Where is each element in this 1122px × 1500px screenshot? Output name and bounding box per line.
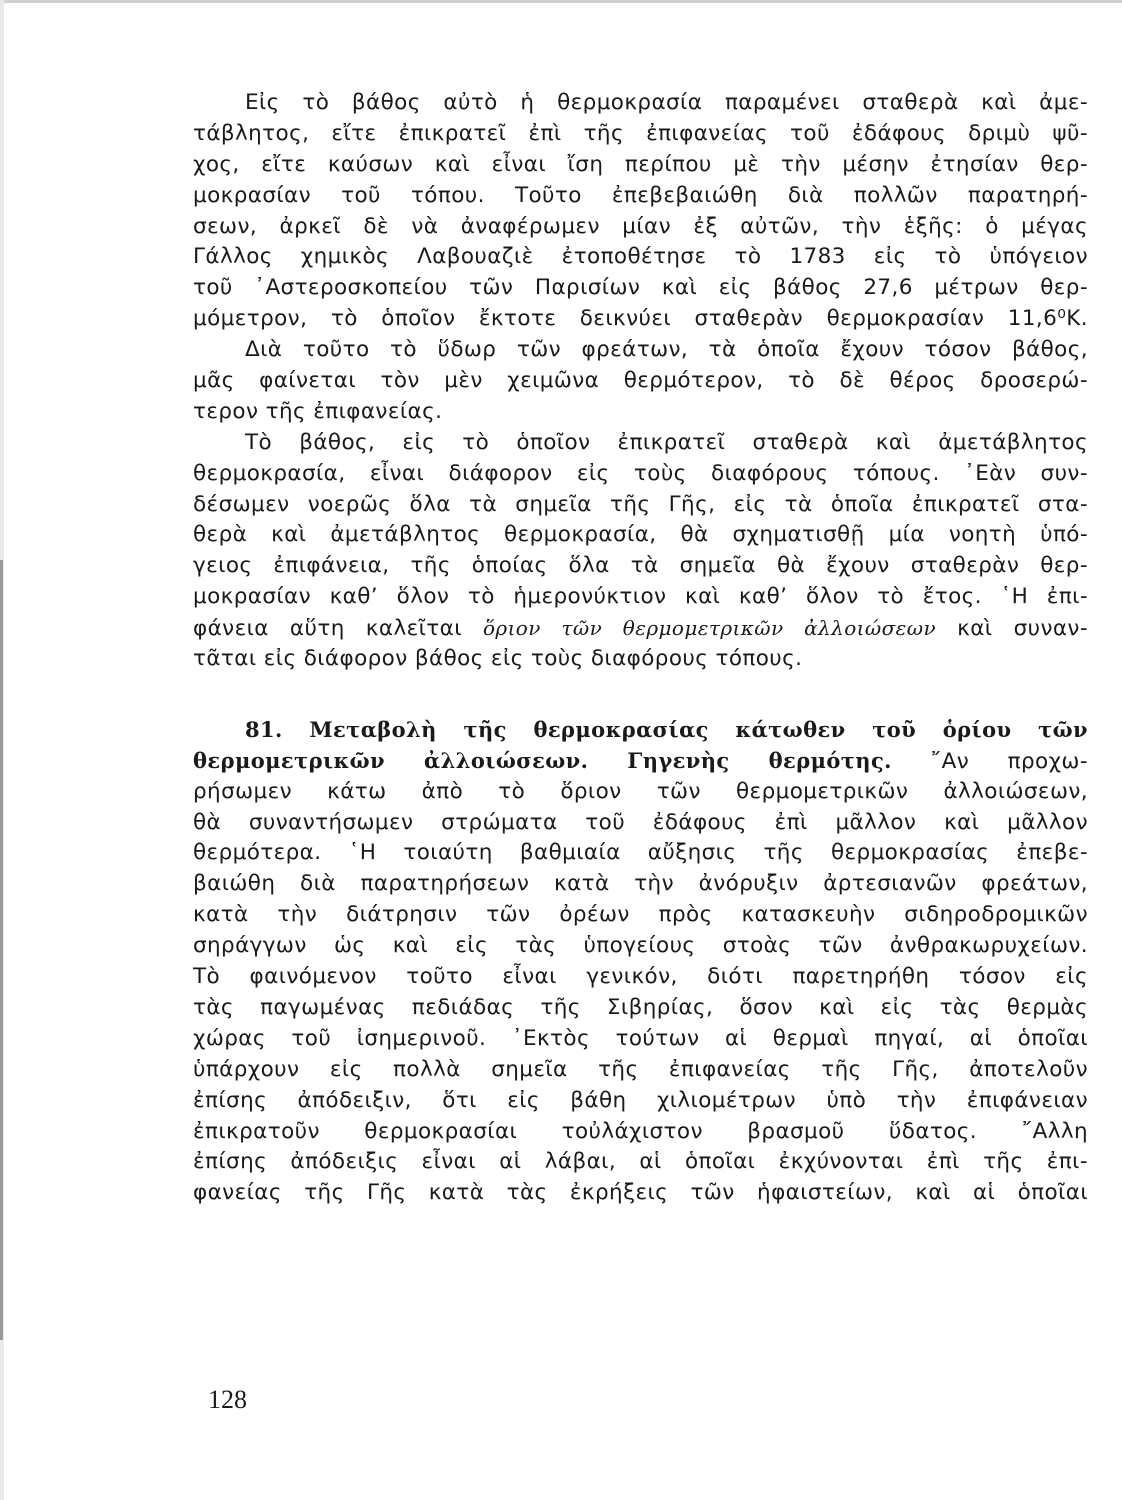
text-line: ρήσωμεν κάτω ἀπὸ τὸ ὅριον τῶν θερμομετρικῶν ἀλλοιώσεων, [193,778,1088,804]
section-gap [193,675,1088,715]
text-line: μᾶς φαίνεται τὸν μὲν χειμῶνα θερμότερον, τὸ δὲ θέρος δροσερώ- [193,368,1088,394]
text-line: Γάλλος χημικὸς Λαβουαζιὲ ἐτοποθέτησε τὸ 1783 εἰς τὸ ὑπόγειον [193,244,1088,270]
page-text [193,88,1088,1209]
text-line: τᾶται εἰς διάφορον βάθος εἰς τοὺς διαφόρους τόπους. [193,646,803,672]
text-line: φανείας τῆς Γῆς κατὰ τὰς ἐκρήξεις τῶν ἡφαιστείων, καὶ αἱ ὁποῖαι [193,1180,1088,1206]
text-run: ῎Αν προχω- [891,748,1088,774]
text-line: ἐπίσης ἀπόδειξις εἶναι αἱ λάβαι, αἱ ὁποῖαι ἐκχύνονται ἐπὶ τῆς ἐπι- [193,1149,1088,1175]
text-line: ἐπίσης ἀπόδειξιν, ὅτι εἰς βάθη χιλιομέτρων ὑπὸ τὴν ἐπιφάνειαν [193,1087,1088,1113]
text-line: χος, εἴτε καύσων καὶ εἶναι ἴση περίπου μὲ τὴν μέσην ἐτησίαν θερ- [193,151,1088,177]
text-line: θερὰ καὶ ἀμετάβλητος θερμοκρασία, θὰ σχηματισθῇ μία νοητὴ ὑπό- [193,522,1088,548]
section-heading [193,715,1088,746]
paragraph-1 [193,88,1088,335]
text-line: τερον τῆς ἐπιφανείας. [193,398,443,424]
text-run: φάνεια αὕτη καλεῖται [193,616,483,642]
text-line: Διὰ τοῦτο τὸ ὕδωρ τῶν φρεάτων, τὰ ὁποῖα ἔχουν τόσον βάθος, [245,337,1088,363]
text-line-with-term [193,613,1088,644]
text-line: χώρας τοῦ ἰσημερινοῦ. ᾿Εκτὸς τούτων αἱ θερμαὶ πηγαί, αἱ ὁποῖαι [193,1025,1088,1051]
text-line: μοκρασίαν τοῦ τόπου. Τοῦτο ἐπεβεβαιώθη διὰ πολλῶν παρατηρή- [193,182,1088,208]
paragraph-2 [193,335,1088,428]
text-line: ὑπάρχουν εἰς πολλὰ σημεῖα τῆς ἐπιφανείας τῆς Γῆς, ἀποτελοῦν [193,1056,1088,1082]
text-line: βαιώθη διὰ παρατηρήσεων κατὰ τὴν ἀνόρυξιν ἀρτεσιανῶν φρεάτων, [193,871,1088,897]
section-81 [193,715,1088,1209]
text-line: κατὰ τὴν διάτρησιν τῶν ὀρέων πρὸς κατασκευὴν σιδηροδρομικῶν [193,902,1088,928]
page-binding-shadow [0,560,3,1340]
section-title-cont: θερμομετρικῶν ἀλλοιώσεων. Γηγενὴς θερμότης. [193,747,892,773]
section-heading-cont [193,746,1088,777]
text-line: μοκρασίαν καθ’ ὅλον τὸ ἡμερονύκτιον καὶ καθ’ ὅλον τὸ ἔτος. ῾Η ἐπι- [193,584,1088,610]
text-line: θερμότερα. ῾Η τοιαύτη βαθμιαία αὔξησις τῆς θερμοκρασίας ἐπεβε- [193,840,1088,866]
section-title: Μεταβολὴ τῆς θερμοκρασίας κάτωθεν τοῦ ὁρίου τῶν [309,716,1088,742]
text-line: σεων, ἀρκεῖ δὲ νὰ ἀναφέρωμεν μίαν ἐξ αὐτῶν, τὴν ἑξῆς: ὁ μέγας [193,213,1088,239]
text-run: καὶ συναν- [936,616,1088,642]
defined-term: ὅριον τῶν θερμομετρικῶν ἀλλοιώσεων [482,616,937,641]
text-line: τάβλητος, εἴτε ἐπικρατεῖ ἐπὶ τῆς ἐπιφανείας τοῦ ἐδάφους δριμὺ ψῦ- [193,120,1088,146]
text-line: θερμοκρασία, εἶναι διάφορον εἰς τοὺς διαφόρους τόπους. ᾿Εὰν συν- [193,460,1088,486]
text-line: τοῦ ᾿Αστεροσκοπείου τῶν Παρισίων καὶ εἰς βάθος 27,6 μέτρων θερ- [193,275,1088,301]
text-line: Τὸ φαινόμενον τοῦτο εἶναι γενικόν, διότι παρετηρήθη τόσον εἰς [193,964,1088,990]
section-number: 81. [245,716,283,742]
text-line: δέσωμεν νοερῶς ὅλα τὰ σημεῖα τῆς Γῆς, εἰς τὰ ὁποῖα ἐπικρατεῖ στα- [193,491,1088,517]
text-line: γειος ἐπιφάνεια, τῆς ὁποίας ὅλα τὰ σημεῖα θὰ ἔχουν σταθερὰν θερ- [193,553,1088,579]
text-line: ἐπικρατοῦν θερμοκρασίαι τοὐλάχιστον βρασμοῦ ὕδατος. ῎Αλλη [193,1118,1088,1144]
text-line: μόμετρον, τὸ ὁποῖον ἔκτοτε δεικνύει σταθερὰν θερμοκρασίαν 11,6⁰Κ. [193,306,1088,332]
text-line: τὰς παγωμένας πεδιάδας τῆς Σιβηρίας, ὅσον καὶ εἰς τὰς θερμὰς [193,994,1088,1020]
text-line: Τὸ βάθος, εἰς τὸ ὁποῖον ἐπικρατεῖ σταθερὰ καὶ ἀμετάβλητος [245,429,1088,455]
text-line: Εἰς τὸ βάθος αὐτὸ ἡ θερμοκρασία παραμένει σταθερὰ καὶ ἀμε- [245,90,1088,115]
page-number: 128 [208,1385,247,1414]
page-top-edge [0,0,1122,3]
text-line: σηράγγων ὡς καὶ εἰς τὰς ὑπογείους στοὰς τῶν ἀνθρακωρυχείων. [193,933,1088,959]
paragraph-3 [193,428,1088,675]
text-line: θὰ συναντήσωμεν στρώματα τοῦ ἐδάφους ἐπὶ μᾶλλον καὶ μᾶλλον [193,809,1088,835]
